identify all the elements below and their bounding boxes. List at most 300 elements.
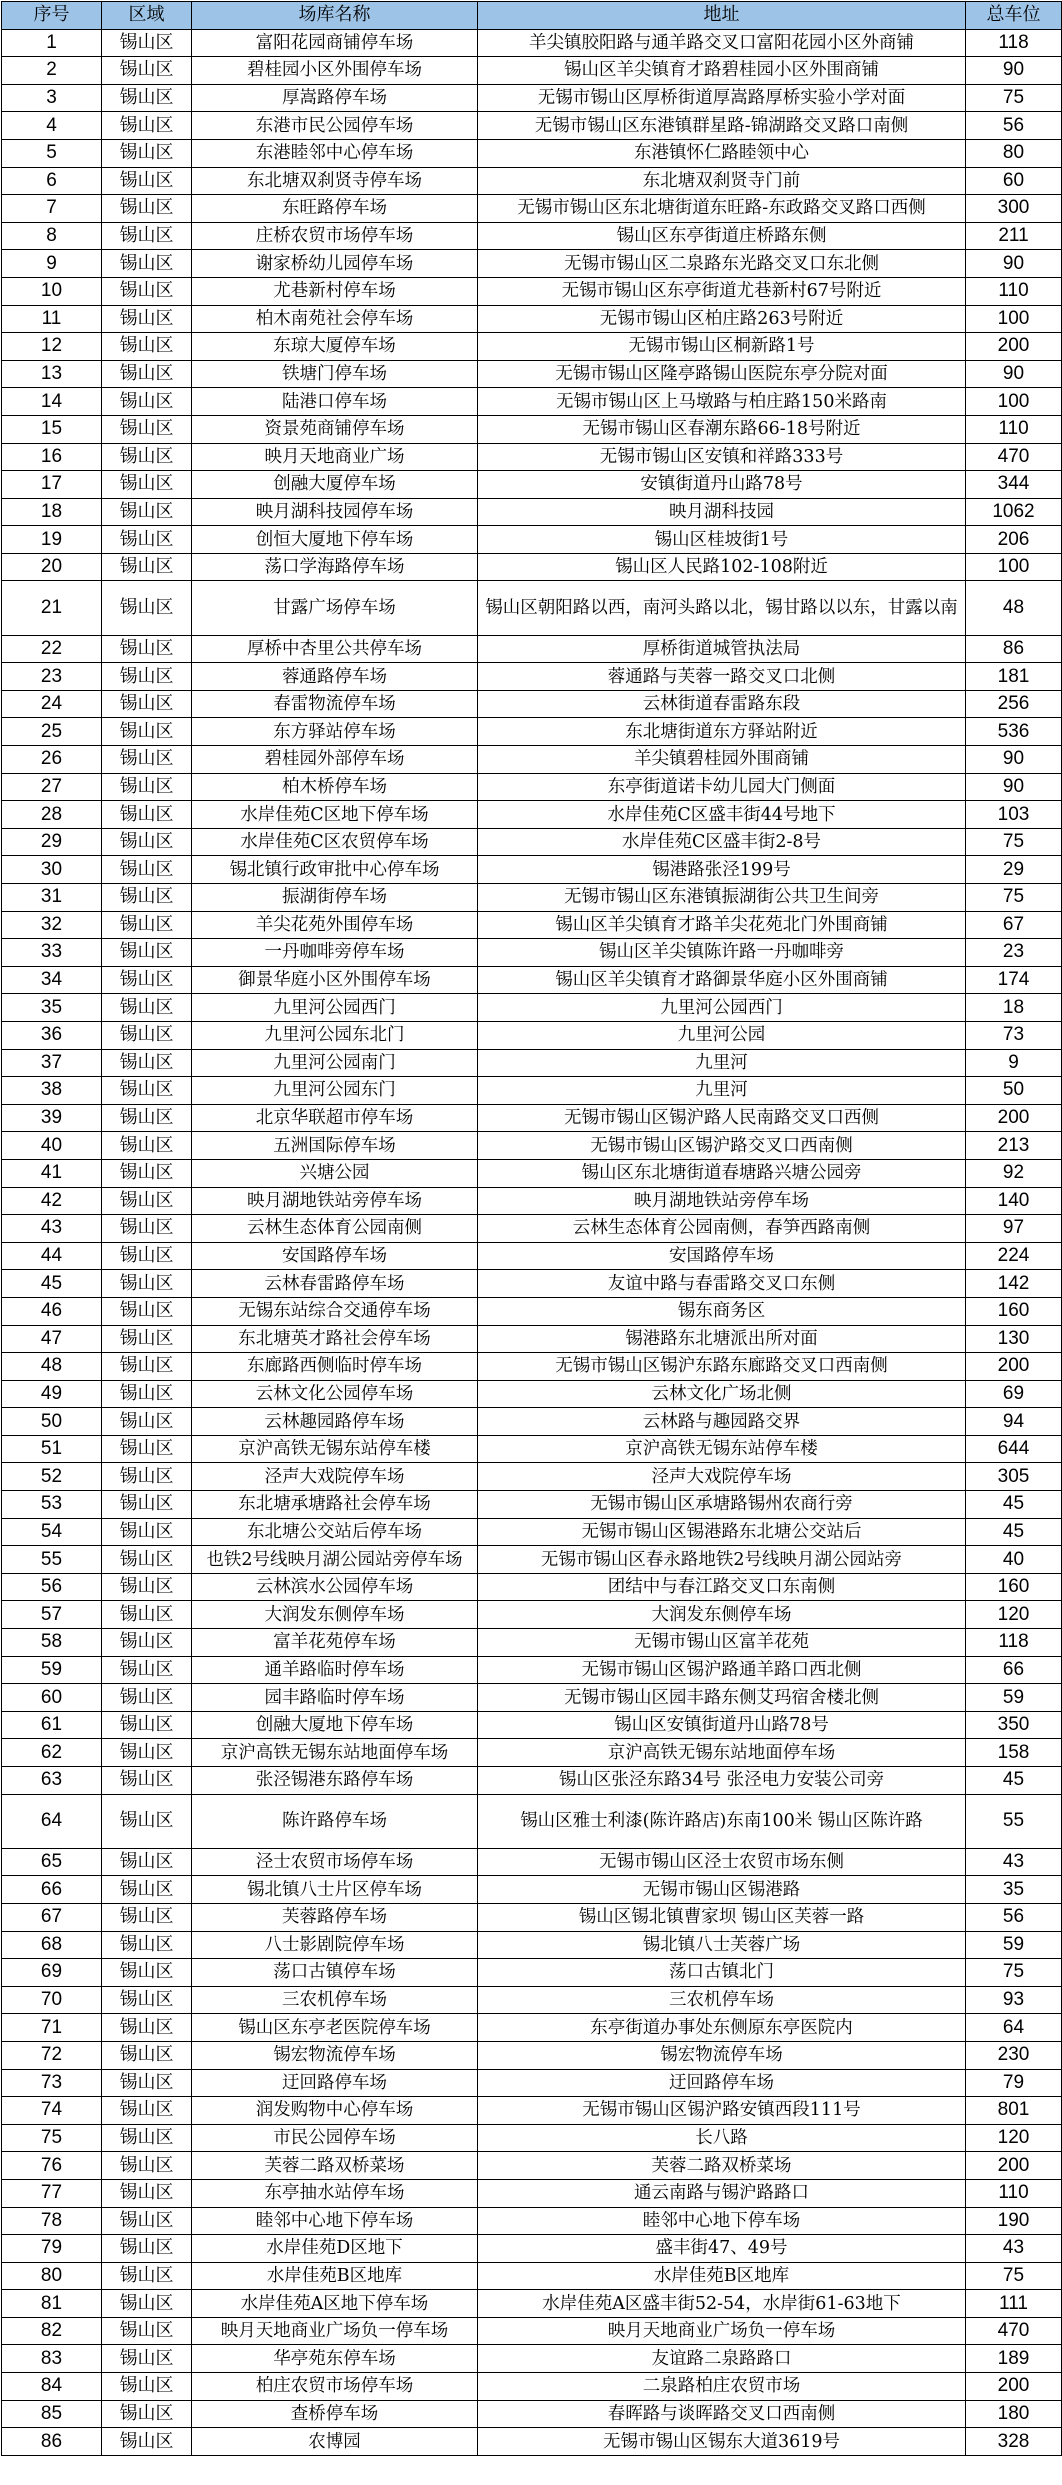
- row-address: 羊尖镇胶阳路与通羊路交叉口富阳花园小区外商铺: [478, 29, 966, 57]
- row-index: 39: [2, 1104, 102, 1132]
- row-area: 锡山区: [102, 1270, 192, 1298]
- row-capacity: 190: [966, 2207, 1062, 2235]
- row-address: 友谊路二泉路路口: [478, 2345, 966, 2373]
- row-area: 锡山区: [102, 1546, 192, 1574]
- table-row: [2, 2235, 1062, 2263]
- table-row: [2, 1270, 1062, 1298]
- row-area: 锡山区: [102, 57, 192, 85]
- table-row: [2, 1848, 1062, 1876]
- table-row: [2, 690, 1062, 718]
- row-address: 九里河: [478, 1049, 966, 1077]
- row-index: 84: [2, 2373, 102, 2401]
- row-area: 锡山区: [102, 966, 192, 994]
- row-area: 锡山区: [102, 1049, 192, 1077]
- row-address: 无锡市锡山区东港镇群星路-锦湖路交叉路口南侧: [478, 112, 966, 140]
- row-index: 11: [2, 305, 102, 333]
- table-row: [2, 1711, 1062, 1739]
- row-area: 锡山区: [102, 1187, 192, 1215]
- row-area: 锡山区: [102, 1077, 192, 1105]
- row-area: 锡山区: [102, 415, 192, 443]
- row-area: 锡山区: [102, 1629, 192, 1657]
- row-address: 芙蓉二路双桥菜场: [478, 2152, 966, 2180]
- row-area: 锡山区: [102, 333, 192, 361]
- row-index: 76: [2, 2152, 102, 2180]
- row-name: 张泾锡港东路停车场: [192, 1767, 478, 1795]
- row-address: 云林文化广场北侧: [478, 1380, 966, 1408]
- row-area: 锡山区: [102, 1931, 192, 1959]
- row-area: 锡山区: [102, 1573, 192, 1601]
- row-name: 锡宏物流停车场: [192, 2041, 478, 2069]
- table-row: [2, 1380, 1062, 1408]
- row-address: 春晖路与谈晖路交叉口西南侧: [478, 2400, 966, 2428]
- table-row: [2, 471, 1062, 499]
- row-address: 锡山区桂坡街1号: [478, 526, 966, 554]
- row-capacity: 328: [966, 2428, 1062, 2456]
- table-row: [2, 1353, 1062, 1381]
- table-row: [2, 2124, 1062, 2152]
- row-address: 京沪高铁无锡东站地面停车场: [478, 1739, 966, 1767]
- row-area: 锡山区: [102, 1601, 192, 1629]
- row-name: 蓉通路停车场: [192, 663, 478, 691]
- row-index: 79: [2, 2235, 102, 2263]
- row-name: 水岸佳苑D区地下: [192, 2235, 478, 2263]
- row-capacity: 45: [966, 1518, 1062, 1546]
- row-name: 锡北镇行政审批中心停车场: [192, 856, 478, 884]
- row-capacity: 18: [966, 994, 1062, 1022]
- table-row: [2, 333, 1062, 361]
- row-address: 无锡市锡山区春永路地铁2号线映月湖公园站旁: [478, 1546, 966, 1574]
- table-row: [2, 718, 1062, 746]
- row-name: 九里河公园东北门: [192, 1021, 478, 1049]
- row-area: 锡山区: [102, 2097, 192, 2125]
- row-area: 锡山区: [102, 498, 192, 526]
- row-index: 17: [2, 471, 102, 499]
- row-area: 锡山区: [102, 856, 192, 884]
- row-index: 83: [2, 2345, 102, 2373]
- row-address: 无锡市锡山区泾士农贸市场东侧: [478, 1848, 966, 1876]
- row-address: 无锡市锡山区锡沪路人民南路交叉口西侧: [478, 1104, 966, 1132]
- row-area: 锡山区: [102, 222, 192, 250]
- row-index: 10: [2, 277, 102, 305]
- row-index: 5: [2, 139, 102, 167]
- table-row: [2, 57, 1062, 85]
- row-area: 锡山区: [102, 167, 192, 195]
- row-capacity: 90: [966, 746, 1062, 774]
- row-capacity: 344: [966, 471, 1062, 499]
- row-capacity: 90: [966, 773, 1062, 801]
- row-address: 锡山区张泾东路34号 张泾电力安装公司旁: [478, 1767, 966, 1795]
- table-row: [2, 1959, 1062, 1987]
- row-capacity: 110: [966, 415, 1062, 443]
- row-capacity: 73: [966, 1021, 1062, 1049]
- row-capacity: 55: [966, 1794, 1062, 1848]
- row-index: 47: [2, 1325, 102, 1353]
- table-row: [2, 1077, 1062, 1105]
- row-index: 30: [2, 856, 102, 884]
- row-index: 67: [2, 1903, 102, 1931]
- row-address: 友谊中路与春雷路交叉口东侧: [478, 1270, 966, 1298]
- row-capacity: 93: [966, 1986, 1062, 2014]
- table-row: [2, 1931, 1062, 1959]
- row-index: 28: [2, 801, 102, 829]
- row-name: 泾声大戏院停车场: [192, 1463, 478, 1491]
- row-capacity: 43: [966, 2235, 1062, 2263]
- row-area: 锡山区: [102, 277, 192, 305]
- row-capacity: 213: [966, 1132, 1062, 1160]
- row-name: 振湖街停车场: [192, 884, 478, 912]
- row-address: 东北塘双刹贤寺门前: [478, 167, 966, 195]
- table-row: [2, 388, 1062, 416]
- row-name: 富阳花园商铺停车场: [192, 29, 478, 57]
- row-address: 东亭街道办事处东侧原东亭医院内: [478, 2014, 966, 2042]
- table-row: [2, 2207, 1062, 2235]
- table-row: [2, 277, 1062, 305]
- row-name: 东北塘承塘路社会停车场: [192, 1491, 478, 1519]
- table-row: [2, 1767, 1062, 1795]
- table-row: [2, 2428, 1062, 2456]
- row-index: 72: [2, 2041, 102, 2069]
- row-area: 锡山区: [102, 1408, 192, 1436]
- row-capacity: 86: [966, 635, 1062, 663]
- row-name: 润发购物中心停车场: [192, 2097, 478, 2125]
- table-row: [2, 2097, 1062, 2125]
- row-address: 无锡市锡山区柏庄路263号附近: [478, 305, 966, 333]
- row-area: 锡山区: [102, 1903, 192, 1931]
- table-row: [2, 1629, 1062, 1657]
- row-index: 7: [2, 195, 102, 223]
- row-index: 75: [2, 2124, 102, 2152]
- row-index: 44: [2, 1242, 102, 1270]
- row-address: 羊尖镇碧桂园外围商铺: [478, 746, 966, 774]
- row-capacity: 92: [966, 1159, 1062, 1187]
- table-row: [2, 1435, 1062, 1463]
- row-name: 九里河公园西门: [192, 994, 478, 1022]
- table-row: [2, 2041, 1062, 2069]
- row-address: 通云南路与锡沪路路口: [478, 2179, 966, 2207]
- row-capacity: 801: [966, 2097, 1062, 2125]
- row-area: 锡山区: [102, 29, 192, 57]
- row-area: 锡山区: [102, 1518, 192, 1546]
- row-name: 东北塘双刹贤寺停车场: [192, 167, 478, 195]
- row-index: 34: [2, 966, 102, 994]
- table-row: [2, 29, 1062, 57]
- row-address: 锡山区人民路102-108附近: [478, 553, 966, 581]
- row-index: 52: [2, 1463, 102, 1491]
- row-name: 也铁2号线映月湖公园站旁停车场: [192, 1546, 478, 1574]
- row-index: 25: [2, 718, 102, 746]
- table-row: [2, 2014, 1062, 2042]
- row-address: 无锡市锡山区隆亭路锡山医院东亭分院对面: [478, 360, 966, 388]
- row-name: 荡口学海路停车场: [192, 553, 478, 581]
- table-row: [2, 305, 1062, 333]
- row-address: 京沪高铁无锡东站停车楼: [478, 1435, 966, 1463]
- table-row: [2, 746, 1062, 774]
- row-index: 82: [2, 2317, 102, 2345]
- row-index: 36: [2, 1021, 102, 1049]
- row-name: 兴塘公园: [192, 1159, 478, 1187]
- row-index: 50: [2, 1408, 102, 1436]
- row-area: 锡山区: [102, 1986, 192, 2014]
- row-name: 映月天地商业广场负一停车场: [192, 2317, 478, 2345]
- row-address: 安国路停车场: [478, 1242, 966, 1270]
- table-row: [2, 1601, 1062, 1629]
- row-name: 厚嵩路停车场: [192, 84, 478, 112]
- row-area: 锡山区: [102, 884, 192, 912]
- row-capacity: 79: [966, 2069, 1062, 2097]
- row-index: 71: [2, 2014, 102, 2042]
- row-index: 66: [2, 1876, 102, 1904]
- row-capacity: 100: [966, 553, 1062, 581]
- row-index: 29: [2, 828, 102, 856]
- row-area: 锡山区: [102, 2262, 192, 2290]
- row-name: 京沪高铁无锡东站地面停车场: [192, 1739, 478, 1767]
- row-capacity: 75: [966, 884, 1062, 912]
- row-capacity: 200: [966, 2373, 1062, 2401]
- row-capacity: 94: [966, 1408, 1062, 1436]
- row-name: 柏木南苑社会停车场: [192, 305, 478, 333]
- row-name: 无锡东站综合交通停车场: [192, 1297, 478, 1325]
- row-capacity: 118: [966, 29, 1062, 57]
- table-row: [2, 1408, 1062, 1436]
- table-row: [2, 663, 1062, 691]
- row-capacity: 1062: [966, 498, 1062, 526]
- row-area: 锡山区: [102, 2179, 192, 2207]
- row-index: 38: [2, 1077, 102, 1105]
- row-name: 映月湖地铁站旁停车场: [192, 1187, 478, 1215]
- row-address: 无锡市锡山区厚桥街道厚嵩路厚桥实验小学对面: [478, 84, 966, 112]
- row-capacity: 142: [966, 1270, 1062, 1298]
- table-row: [2, 553, 1062, 581]
- row-capacity: 470: [966, 443, 1062, 471]
- row-index: 62: [2, 1739, 102, 1767]
- row-address: 东北塘街道东方驿站附近: [478, 718, 966, 746]
- table-row: [2, 994, 1062, 1022]
- row-index: 16: [2, 443, 102, 471]
- table-row: [2, 112, 1062, 140]
- row-capacity: 100: [966, 388, 1062, 416]
- row-capacity: 536: [966, 718, 1062, 746]
- row-index: 46: [2, 1297, 102, 1325]
- row-index: 60: [2, 1684, 102, 1712]
- table-row: [2, 1104, 1062, 1132]
- row-name: 查桥停车场: [192, 2400, 478, 2428]
- row-capacity: 97: [966, 1215, 1062, 1243]
- row-capacity: 230: [966, 2041, 1062, 2069]
- table-row: [2, 1986, 1062, 2014]
- row-address: 二泉路柏庄农贸市场: [478, 2373, 966, 2401]
- row-area: 锡山区: [102, 2207, 192, 2235]
- row-name: 云林趣园路停车场: [192, 1408, 478, 1436]
- row-index: 9: [2, 250, 102, 278]
- row-name: 厚桥中杏里公共停车场: [192, 635, 478, 663]
- row-name: 迂回路停车场: [192, 2069, 478, 2097]
- row-area: 锡山区: [102, 690, 192, 718]
- row-address: 无锡市锡山区锡沪路安镇西段111号: [478, 2097, 966, 2125]
- table-row: [2, 2262, 1062, 2290]
- row-index: 22: [2, 635, 102, 663]
- row-address: 锡山区羊尖镇育才路羊尖花苑北门外围商铺: [478, 911, 966, 939]
- table-row: [2, 1242, 1062, 1270]
- row-capacity: 45: [966, 1767, 1062, 1795]
- row-area: 锡山区: [102, 1656, 192, 1684]
- table-row: [2, 1491, 1062, 1519]
- row-capacity: 75: [966, 84, 1062, 112]
- row-capacity: 111: [966, 2290, 1062, 2318]
- row-address: 无锡市锡山区二泉路东光路交叉口东北侧: [478, 250, 966, 278]
- table-row: [2, 801, 1062, 829]
- table-row: [2, 773, 1062, 801]
- row-capacity: 103: [966, 801, 1062, 829]
- row-index: 24: [2, 690, 102, 718]
- row-name: 东港睦邻中心停车场: [192, 139, 478, 167]
- row-capacity: 189: [966, 2345, 1062, 2373]
- row-index: 53: [2, 1491, 102, 1519]
- row-index: 13: [2, 360, 102, 388]
- row-address: 无锡市锡山区承塘路锡州农商行旁: [478, 1491, 966, 1519]
- row-name: 东方驿站停车场: [192, 718, 478, 746]
- row-area: 锡山区: [102, 1104, 192, 1132]
- row-address: 锡山区东北塘街道春塘路兴塘公园旁: [478, 1159, 966, 1187]
- table-row: [2, 856, 1062, 884]
- row-address: 九里河公园西门: [478, 994, 966, 1022]
- row-address: 锡山区安镇街道丹山路78号: [478, 1711, 966, 1739]
- row-area: 锡山区: [102, 1959, 192, 1987]
- row-index: 32: [2, 911, 102, 939]
- row-area: 锡山区: [102, 250, 192, 278]
- row-address: 云林街道春雷路东段: [478, 690, 966, 718]
- row-capacity: 56: [966, 112, 1062, 140]
- row-name: 市民公园停车场: [192, 2124, 478, 2152]
- table-row: [2, 1794, 1062, 1848]
- row-address: 无锡市锡山区上马墩路与柏庄路150米路南: [478, 388, 966, 416]
- row-address: 东亭街道诺卡幼儿园大门侧面: [478, 773, 966, 801]
- row-capacity: 59: [966, 1684, 1062, 1712]
- row-index: 85: [2, 2400, 102, 2428]
- row-address: 无锡市锡山区富羊花苑: [478, 1629, 966, 1657]
- row-area: 锡山区: [102, 139, 192, 167]
- row-capacity: 160: [966, 1297, 1062, 1325]
- row-index: 37: [2, 1049, 102, 1077]
- table-row: [2, 250, 1062, 278]
- row-name: 三农机停车场: [192, 1986, 478, 2014]
- row-name: 八士影剧院停车场: [192, 1931, 478, 1959]
- row-address: 映月湖地铁站旁停车场: [478, 1187, 966, 1215]
- row-name: 映月天地商业广场: [192, 443, 478, 471]
- row-index: 64: [2, 1794, 102, 1848]
- row-index: 55: [2, 1546, 102, 1574]
- table-row: [2, 2069, 1062, 2097]
- table-row: [2, 2290, 1062, 2318]
- row-index: 65: [2, 1848, 102, 1876]
- table-row: [2, 1684, 1062, 1712]
- row-address: 锡山区雅士利漆(陈许路店)东南100米 锡山区陈许路: [478, 1794, 966, 1848]
- row-capacity: 120: [966, 2124, 1062, 2152]
- row-address: 映月天地商业广场负一停车场: [478, 2317, 966, 2345]
- row-address: 无锡市锡山区锡沪路交叉口西南侧: [478, 1132, 966, 1160]
- row-name: 云林春雷路停车场: [192, 1270, 478, 1298]
- row-capacity: 75: [966, 2262, 1062, 2290]
- table-row: [2, 415, 1062, 443]
- row-capacity: 200: [966, 333, 1062, 361]
- row-index: 4: [2, 112, 102, 140]
- row-capacity: 224: [966, 1242, 1062, 1270]
- row-capacity: 350: [966, 1711, 1062, 1739]
- row-capacity: 66: [966, 1656, 1062, 1684]
- row-index: 26: [2, 746, 102, 774]
- row-address: 无锡市锡山区锡港路: [478, 1876, 966, 1904]
- row-address: 厚桥街道城管执法局: [478, 635, 966, 663]
- row-name: 东琼大厦停车场: [192, 333, 478, 361]
- table-row: [2, 498, 1062, 526]
- table-row: [2, 1518, 1062, 1546]
- row-index: 3: [2, 84, 102, 112]
- row-index: 68: [2, 1931, 102, 1959]
- row-name: 锡山区东亭老医院停车场: [192, 2014, 478, 2042]
- table-row: [2, 1187, 1062, 1215]
- row-address: 荡口古镇北门: [478, 1959, 966, 1987]
- row-address: 九里河: [478, 1077, 966, 1105]
- row-capacity: 64: [966, 2014, 1062, 2042]
- row-name: 陈许路停车场: [192, 1794, 478, 1848]
- row-address: 水岸佳苑A区盛丰街52-54，水岸街61-63地下: [478, 2290, 966, 2318]
- table-row: [2, 1463, 1062, 1491]
- row-address: 盛丰街47、49号: [478, 2235, 966, 2263]
- row-name: 东旺路停车场: [192, 195, 478, 223]
- row-area: 锡山区: [102, 84, 192, 112]
- row-capacity: 200: [966, 2152, 1062, 2180]
- row-capacity: 23: [966, 939, 1062, 967]
- row-name: 柏庄农贸市场停车场: [192, 2373, 478, 2401]
- row-name: 创恒大厦地下停车场: [192, 526, 478, 554]
- row-name: 云林文化公园停车场: [192, 1380, 478, 1408]
- row-address: 锡宏物流停车场: [478, 2041, 966, 2069]
- row-capacity: 160: [966, 1573, 1062, 1601]
- row-address: 无锡市锡山区春潮东路66-18号附近: [478, 415, 966, 443]
- row-index: 63: [2, 1767, 102, 1795]
- row-area: 锡山区: [102, 2152, 192, 2180]
- row-name: 尤巷新村停车场: [192, 277, 478, 305]
- row-name: 五洲国际停车场: [192, 1132, 478, 1160]
- table-row: [2, 1656, 1062, 1684]
- row-index: 54: [2, 1518, 102, 1546]
- row-capacity: 75: [966, 1959, 1062, 1987]
- row-name: 云林生态体育公园南侧: [192, 1215, 478, 1243]
- row-capacity: 67: [966, 911, 1062, 939]
- table-row: [2, 2152, 1062, 2180]
- row-name: 碧桂园外部停车场: [192, 746, 478, 774]
- row-capacity: 181: [966, 663, 1062, 691]
- row-area: 锡山区: [102, 1767, 192, 1795]
- row-capacity: 75: [966, 828, 1062, 856]
- row-name: 水岸佳苑C区地下停车场: [192, 801, 478, 829]
- table-row: [2, 1903, 1062, 1931]
- row-address: 锡山区朝阳路以西，南河头路以北，锡甘路以以东，甘露以南: [478, 581, 966, 635]
- row-index: 81: [2, 2290, 102, 2318]
- row-index: 78: [2, 2207, 102, 2235]
- table-row: [2, 581, 1062, 635]
- row-address: 泾声大戏院停车场: [478, 1463, 966, 1491]
- row-capacity: 9: [966, 1049, 1062, 1077]
- table-row: [2, 1325, 1062, 1353]
- row-address: 无锡市锡山区锡东大道3619号: [478, 2428, 966, 2456]
- row-name: 东北塘英才路社会停车场: [192, 1325, 478, 1353]
- row-capacity: 200: [966, 1353, 1062, 1381]
- row-area: 锡山区: [102, 1794, 192, 1848]
- row-address: 水岸佳苑B区地库: [478, 2262, 966, 2290]
- row-address: 云林路与趣园路交界: [478, 1408, 966, 1436]
- row-index: 35: [2, 994, 102, 1022]
- row-address: 锡山区羊尖镇育才路碧桂园小区外围商铺: [478, 57, 966, 85]
